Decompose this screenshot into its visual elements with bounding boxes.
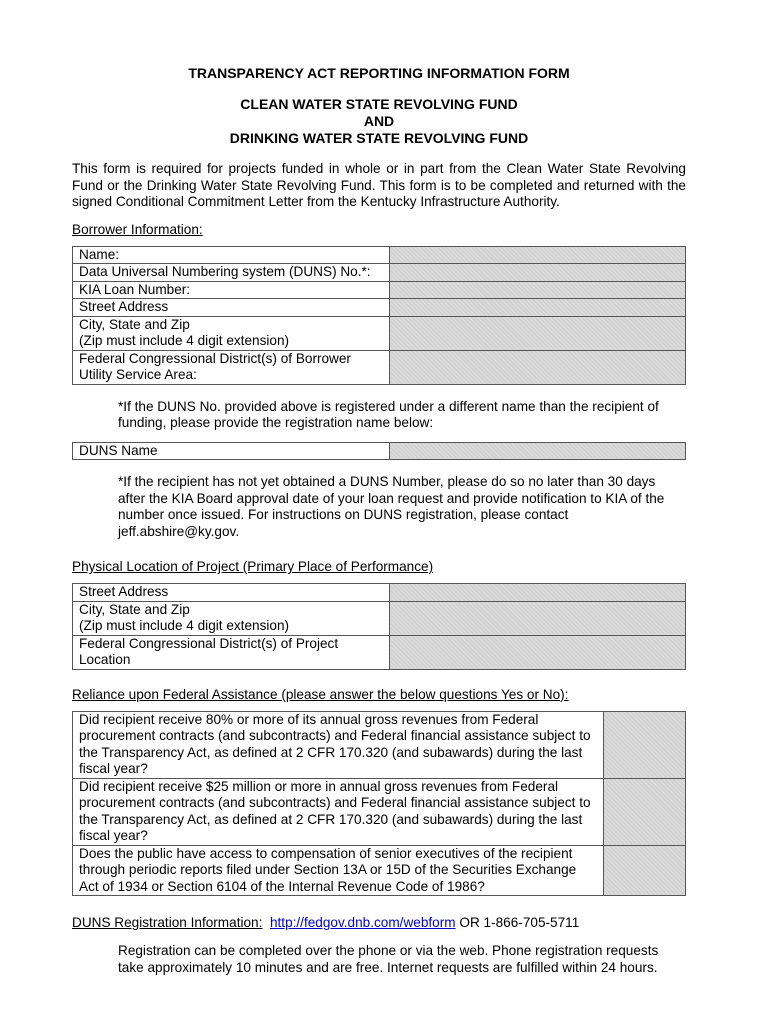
table-row bbox=[73, 711, 686, 778]
borrower-district-field[interactable] bbox=[390, 350, 686, 384]
row-label: City, State and Zip bbox=[79, 601, 190, 617]
reliance-answer-2[interactable] bbox=[604, 778, 686, 845]
row-label: KIA Loan Number: bbox=[79, 281, 191, 297]
location-heading: Physical Location of Project (Primary Place of Performance) bbox=[72, 559, 434, 574]
registration-line bbox=[72, 914, 686, 931]
row-label-sub: Location bbox=[79, 652, 131, 667]
borrower-duns-field[interactable] bbox=[390, 264, 686, 282]
location-street-label bbox=[73, 584, 390, 602]
reliance-question-1: Did recipient receive 80% or more of its annual gross revenues from Federal procurement contracts (and subcontracts) and Federal financial assistance subject to the Transparency Act, as defined at 2 CFR 170.320 (and subawards) during the last fiscal year? bbox=[73, 711, 604, 778]
table-row bbox=[73, 350, 686, 384]
borrower-city-label bbox=[73, 316, 390, 350]
borrower-loan-field[interactable] bbox=[390, 281, 686, 299]
row-label: Name: bbox=[79, 246, 120, 262]
table-row bbox=[73, 601, 686, 635]
borrower-table bbox=[72, 246, 686, 385]
borrower-duns-label bbox=[73, 264, 390, 282]
duns-note-1: *If the DUNS No. provided above is registered under a different name than the recipient of funding, please provide the registration name below: bbox=[118, 398, 659, 430]
row-label: Street Address bbox=[79, 299, 169, 314]
location-street-field[interactable] bbox=[390, 584, 686, 602]
table-row bbox=[73, 264, 686, 282]
table-row bbox=[73, 845, 686, 896]
location-city-field[interactable] bbox=[390, 601, 686, 635]
borrower-street-field[interactable] bbox=[390, 299, 686, 317]
form-intro: This form is required for projects funded in whole or in part from the Clean Water State Revolving Fund or the Drinking Water State Revolving Fund. This form is to be completed and returned with the signed Conditional Commitment Letter from the Kentucky Infrastructure Authority. bbox=[72, 161, 686, 209]
row-label: Federal Congressional District(s) of Borrower bbox=[79, 350, 351, 366]
table-row bbox=[73, 299, 686, 317]
borrower-city-field[interactable] bbox=[390, 316, 686, 350]
registration-link[interactable]: http://fedgov.dnb.com/webform bbox=[269, 915, 456, 930]
row-label: Street Address bbox=[79, 584, 169, 599]
borrower-district-label bbox=[73, 350, 390, 384]
row-label-sub: Utility Service Area: bbox=[79, 367, 197, 382]
duns-name-table bbox=[72, 442, 686, 461]
table-row bbox=[73, 635, 686, 669]
form-subtitle-1: CLEAN WATER STATE REVOLVING FUND bbox=[240, 96, 518, 112]
location-district-label bbox=[73, 635, 390, 669]
duns-name-field[interactable] bbox=[390, 442, 686, 460]
borrower-name-label bbox=[73, 246, 390, 264]
reliance-answer-1[interactable] bbox=[604, 711, 686, 778]
table-row bbox=[73, 584, 686, 602]
reliance-heading: Reliance upon Federal Assistance (please answer the below questions Yes or No): bbox=[72, 686, 569, 702]
table-row bbox=[73, 778, 686, 845]
registration-heading: DUNS Registration Information: bbox=[72, 915, 263, 930]
row-label-sub: (Zip must include 4 digit extension) bbox=[79, 618, 290, 633]
borrower-heading: Borrower Information: bbox=[72, 221, 203, 237]
table-row bbox=[73, 281, 686, 299]
location-city-label bbox=[73, 601, 390, 635]
borrower-loan-label bbox=[73, 281, 390, 299]
reliance-question-3: Does the public have access to compensation of senior executives of the recipient through periodic reports filed under Section 13A or 15D of the Securities Exchange Act of 1934 or Section 6104 of the Internal Revenue Code of 1986? bbox=[73, 845, 604, 896]
row-label-sub: (Zip must include 4 digit extension) bbox=[79, 333, 290, 348]
row-label: City, State and Zip bbox=[79, 316, 190, 332]
form-title: TRANSPARENCY ACT REPORTING INFORMATION FORM bbox=[188, 65, 570, 81]
location-district-field[interactable] bbox=[390, 635, 686, 669]
reliance-answer-3[interactable] bbox=[604, 845, 686, 896]
duns-note-2: *If the recipient has not yet obtained a DUNS Number, please do so no later than 30 days after the KIA Board approval date of your loan request and provide notification to KIA of the number once issued. For instructions on DUNS registration, please contact jeff.abshire@ky.gov. bbox=[118, 474, 665, 539]
row-label: Federal Congressional District(s) of Project bbox=[79, 635, 339, 651]
registration-phone: OR 1-866-705-5711 bbox=[455, 915, 580, 930]
form-subtitle-2: AND bbox=[363, 113, 395, 129]
location-table bbox=[72, 583, 686, 670]
duns-name-label: DUNS Name bbox=[73, 442, 390, 460]
registration-note: Registration can be completed over the phone or via the web. Phone registration requests take approximately 10 minutes and are free. Internet requests are fulfilled within 24 hours. bbox=[118, 943, 659, 975]
reliance-table bbox=[72, 711, 686, 897]
reliance-question-2: Did recipient receive $25 million or more in annual gross revenues from Federal procurement contracts (and subcontracts) and Federal financial assistance subject to the Transparency Act, as defined at 2 CFR 170.320 (and subawards) during the last fiscal year? bbox=[73, 778, 604, 845]
row-label: Data Universal Numbering system (DUNS) No.*: bbox=[79, 264, 371, 279]
borrower-name-field[interactable] bbox=[390, 246, 686, 264]
table-row bbox=[73, 316, 686, 350]
table-row bbox=[73, 442, 686, 460]
borrower-street-label bbox=[73, 299, 390, 317]
form-subtitle-3: DRINKING WATER STATE REVOLVING FUND bbox=[229, 130, 529, 146]
table-row bbox=[73, 246, 686, 264]
form-page bbox=[72, 64, 686, 976]
